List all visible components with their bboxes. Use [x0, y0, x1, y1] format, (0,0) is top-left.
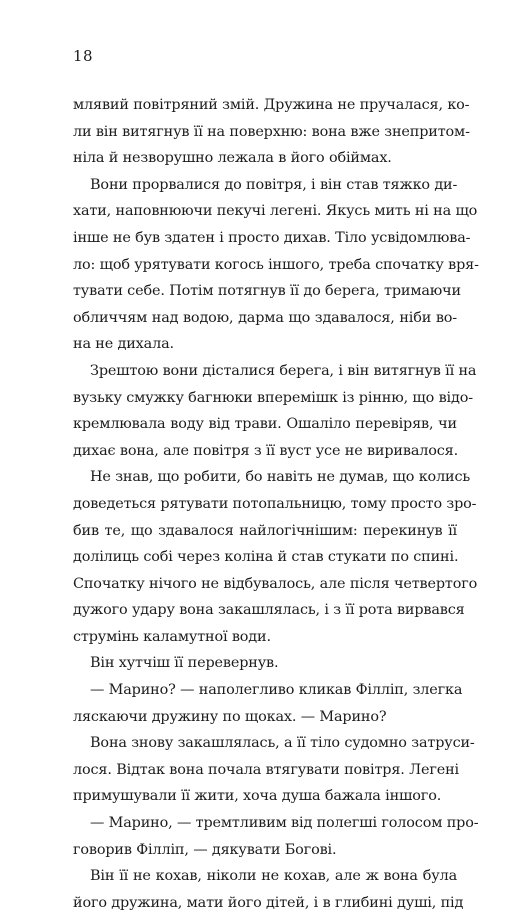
text-line: лося. Відтак вона почала втягувати повітря. Легені	[73, 761, 459, 778]
text-line: говорив Філліп, — дякувати Богові.	[73, 841, 337, 858]
text-line: на не дихала.	[73, 336, 174, 353]
text-line: дужого удару вона закашлялась, і з її рота вирвався	[73, 602, 465, 619]
text-line: Не знав, що робити, бо навіть не думав, що колись	[90, 469, 471, 486]
text-line: Спочатку нічого не відбувалось, але після четвертого	[73, 575, 478, 592]
text-line: Зрештою вони дісталися берега, і він витягнув її на	[90, 362, 477, 379]
text-line: бив те, що здавалося найлогічнішим: перекинув її	[73, 522, 457, 539]
text-line: його дружина, мати його дітей, і в глибині душі, під	[73, 894, 464, 911]
text-line: млявий повітряний змій. Дружина не пручалася, ко-	[73, 97, 470, 113]
body-text	[73, 92, 479, 916]
text-line: — Марино, — тремтливим від полегші голосом про-	[90, 815, 479, 832]
text-line: ли він витягнув її на поверхню: вона вже знепритом-	[73, 123, 470, 140]
text-line: Вона знову закашлялась, а її тіло судомно затруси-	[90, 735, 475, 752]
text-line: ло: щоб урятувати когось іншого, треба спочатку вря-	[73, 256, 479, 273]
text-line: Він її не кохав, ніколи не кохав, але ж вона була	[90, 868, 457, 885]
text-line: доведеться рятувати потопальницю, тому просто зро-	[73, 495, 477, 512]
text-line: примушували її жити, хоча душа бажала іншого.	[73, 788, 442, 805]
page-number: 18	[73, 47, 94, 65]
text-line: дихає вона, але повітря з її вуст усе не виривалося.	[73, 442, 459, 459]
text-line: Вони прорвалися до повітря, і він став тяжко ди-	[90, 176, 458, 193]
text-line: Він хутчіш її перевернув.	[90, 655, 279, 672]
text-line: кремлювала воду від трави. Ошаліло перевіряв, чи	[73, 416, 457, 433]
text-line: хати, наповнюючи пекучі легені. Якусь мить ні на що	[73, 203, 478, 220]
text-line: тувати себе. Потім потягнув її до берега, тримаючи	[73, 283, 461, 300]
text-line: інше не був здатен і просто дихав. Тіло усвідомлюва-	[73, 229, 471, 246]
text-line: долілиць собі через коліна й став стукати по спині.	[73, 549, 459, 566]
text-line: вузьку смужку багнюки вперемішк із рінню, що відо-	[73, 389, 473, 406]
text-line: — Марино? — наполегливо кликав Філліп, злегка	[90, 682, 463, 699]
text-line: ніла й незворушно лежала в його обіймах.	[73, 150, 392, 167]
text-line: ляскаючи дружину по щоках. — Марино?	[73, 708, 387, 725]
text-line: струмінь каламутної води.	[73, 628, 271, 645]
text-line: обличчям над водою, дарма що здавалося, ніби во-	[73, 309, 457, 326]
